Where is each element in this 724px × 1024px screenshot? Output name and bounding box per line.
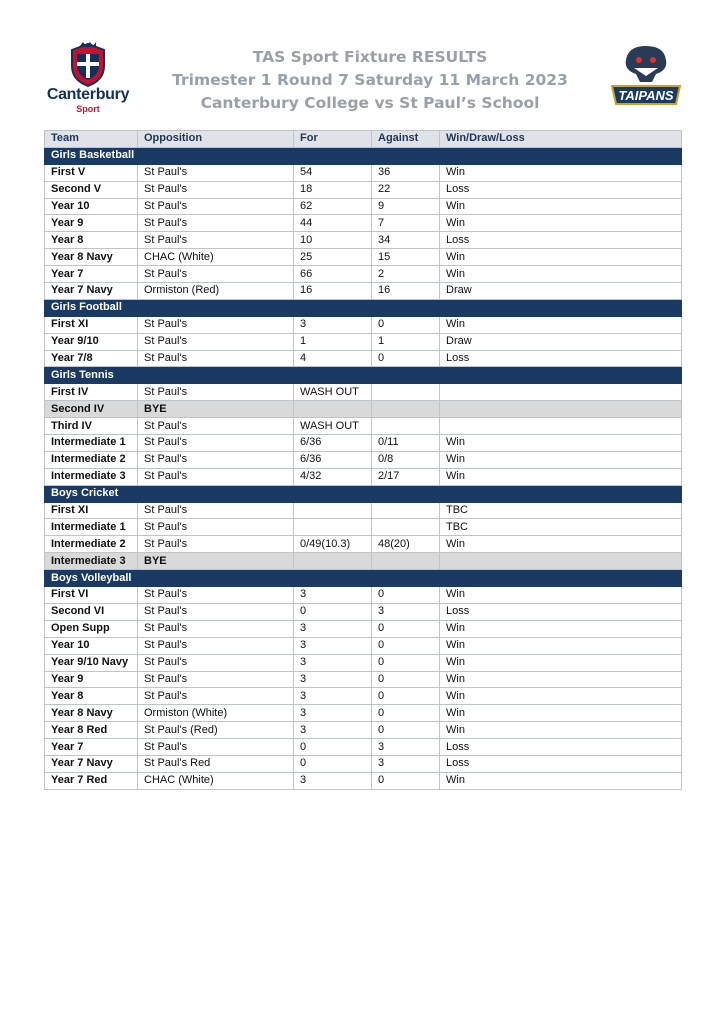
against-cell: 36	[372, 164, 440, 181]
for-cell: 25	[294, 249, 372, 266]
table-row	[45, 401, 682, 418]
against-cell: 1	[372, 333, 440, 350]
team-cell: Third IV	[45, 418, 138, 435]
team-cell: Year 10	[45, 637, 138, 654]
section-title: Girls Football	[45, 299, 682, 316]
team-cell: Year 8 Red	[45, 722, 138, 739]
taipans-logo-text: TAIPANS	[618, 88, 674, 103]
against-cell	[372, 519, 440, 536]
opposition-cell: Ormiston (Red)	[138, 283, 294, 300]
team-cell: Second IV	[45, 401, 138, 418]
team-cell: Year 9	[45, 671, 138, 688]
result-cell: Win	[440, 688, 682, 705]
against-cell	[372, 502, 440, 519]
against-cell: 0	[372, 587, 440, 604]
against-cell: 48(20)	[372, 536, 440, 553]
opposition-cell: St Paul's	[138, 603, 294, 620]
section-row	[45, 570, 682, 587]
table-row	[45, 350, 682, 367]
team-cell: Intermediate 1	[45, 435, 138, 452]
table-row	[45, 637, 682, 654]
team-cell: Year 8	[45, 688, 138, 705]
for-cell: 54	[294, 164, 372, 181]
table-row	[45, 722, 682, 739]
logo-wordmark: Canterbury	[46, 86, 130, 103]
against-cell	[372, 384, 440, 401]
for-cell: 1	[294, 333, 372, 350]
team-cell: Intermediate 2	[45, 536, 138, 553]
for-cell: 0/49(10.3)	[294, 536, 372, 553]
for-cell	[294, 401, 372, 418]
opposition-cell: CHAC (White)	[138, 772, 294, 789]
result-cell: Win	[440, 772, 682, 789]
opposition-cell: St Paul's	[138, 418, 294, 435]
for-cell: 3	[294, 587, 372, 604]
table-header-row	[45, 131, 682, 148]
opposition-cell: St Paul's	[138, 688, 294, 705]
team-cell: First V	[45, 164, 138, 181]
table-row	[45, 435, 682, 452]
for-cell: 3	[294, 772, 372, 789]
table-row	[45, 705, 682, 722]
for-cell: 3	[294, 316, 372, 333]
opposition-cell: CHAC (White)	[138, 249, 294, 266]
for-cell: 4/32	[294, 468, 372, 485]
canterbury-sport-logo	[42, 42, 134, 118]
against-cell: 0	[372, 688, 440, 705]
team-cell: First XI	[45, 502, 138, 519]
opposition-cell: St Paul's	[138, 232, 294, 249]
table-row	[45, 164, 682, 181]
result-cell: Loss	[440, 755, 682, 772]
against-cell: 0/11	[372, 435, 440, 452]
team-cell: Second VI	[45, 603, 138, 620]
team-cell: Year 9	[45, 215, 138, 232]
for-cell: 16	[294, 283, 372, 300]
team-cell: Year 7 Navy	[45, 755, 138, 772]
table-row	[45, 451, 682, 468]
result-cell: Loss	[440, 181, 682, 198]
team-cell: Intermediate 3	[45, 553, 138, 570]
for-cell	[294, 519, 372, 536]
title-line-2: Trimester 1 Round 7 Saturday 11 March 2023	[172, 71, 568, 89]
opposition-cell: BYE	[138, 553, 294, 570]
result-cell: Win	[440, 164, 682, 181]
opposition-cell: St Paul's	[138, 435, 294, 452]
team-cell: Second V	[45, 181, 138, 198]
opposition-cell: St Paul's	[138, 739, 294, 756]
opposition-cell: St Paul's	[138, 468, 294, 485]
table-row	[45, 688, 682, 705]
table-row	[45, 519, 682, 536]
crest-icon	[68, 42, 108, 88]
for-cell: 6/36	[294, 435, 372, 452]
results-table	[44, 130, 682, 790]
col-header-against: Against	[372, 131, 440, 148]
for-cell	[294, 502, 372, 519]
table-row	[45, 654, 682, 671]
result-cell: Win	[440, 435, 682, 452]
opposition-cell: St Paul's (Red)	[138, 722, 294, 739]
result-cell	[440, 418, 682, 435]
title-line-1: TAS Sport Fixture RESULTS	[252, 48, 488, 66]
table-row	[45, 266, 682, 283]
table-row	[45, 283, 682, 300]
against-cell: 3	[372, 739, 440, 756]
opposition-cell: Ormiston (White)	[138, 705, 294, 722]
for-cell: 0	[294, 739, 372, 756]
opposition-cell: St Paul's	[138, 198, 294, 215]
for-cell: 3	[294, 637, 372, 654]
against-cell: 9	[372, 198, 440, 215]
opposition-cell: St Paul's	[138, 451, 294, 468]
table-row	[45, 587, 682, 604]
against-cell	[372, 418, 440, 435]
team-cell: Year 8 Navy	[45, 249, 138, 266]
title-line-3: Canterbury College vs St Paul’s School	[200, 94, 540, 112]
against-cell: 3	[372, 603, 440, 620]
against-cell: 16	[372, 283, 440, 300]
for-cell: WASH OUT	[294, 418, 372, 435]
team-cell: Intermediate 1	[45, 519, 138, 536]
against-cell: 0	[372, 722, 440, 739]
team-cell: Year 7/8	[45, 350, 138, 367]
against-cell: 0/8	[372, 451, 440, 468]
section-row	[45, 367, 682, 384]
col-header-team: Team	[45, 131, 138, 148]
against-cell: 0	[372, 620, 440, 637]
for-cell: WASH OUT	[294, 384, 372, 401]
result-cell: Draw	[440, 283, 682, 300]
for-cell	[294, 553, 372, 570]
table-row	[45, 739, 682, 756]
logo-subtitle: Sport	[76, 104, 100, 114]
team-cell: Year 8 Navy	[45, 705, 138, 722]
result-cell: TBC	[440, 502, 682, 519]
table-row	[45, 333, 682, 350]
result-cell: TBC	[440, 519, 682, 536]
against-cell	[372, 553, 440, 570]
for-cell: 3	[294, 722, 372, 739]
team-cell: Year 7 Red	[45, 772, 138, 789]
table-row	[45, 536, 682, 553]
against-cell: 0	[372, 671, 440, 688]
table-row	[45, 620, 682, 637]
team-cell: Intermediate 3	[45, 468, 138, 485]
for-cell: 3	[294, 688, 372, 705]
opposition-cell: St Paul's	[138, 519, 294, 536]
opposition-cell: St Paul's	[138, 266, 294, 283]
for-cell: 44	[294, 215, 372, 232]
opposition-cell: St Paul's	[138, 587, 294, 604]
opposition-cell: St Paul's	[138, 384, 294, 401]
result-cell: Win	[440, 620, 682, 637]
title-block	[150, 46, 590, 115]
result-cell: Win	[440, 722, 682, 739]
results-body	[45, 147, 682, 789]
opposition-cell: St Paul's	[138, 654, 294, 671]
team-cell: Year 7	[45, 739, 138, 756]
table-row	[45, 384, 682, 401]
result-cell: Win	[440, 536, 682, 553]
for-cell: 4	[294, 350, 372, 367]
col-header-for: For	[294, 131, 372, 148]
team-cell: First XI	[45, 316, 138, 333]
against-cell: 0	[372, 637, 440, 654]
against-cell: 0	[372, 705, 440, 722]
result-cell	[440, 384, 682, 401]
table-row	[45, 553, 682, 570]
table-row	[45, 232, 682, 249]
against-cell: 0	[372, 654, 440, 671]
section-row	[45, 299, 682, 316]
team-cell: First VI	[45, 587, 138, 604]
table-row	[45, 249, 682, 266]
result-cell: Win	[440, 654, 682, 671]
for-cell: 6/36	[294, 451, 372, 468]
opposition-cell: St Paul's	[138, 181, 294, 198]
for-cell: 3	[294, 671, 372, 688]
result-cell: Win	[440, 451, 682, 468]
opposition-cell: BYE	[138, 401, 294, 418]
result-cell: Win	[440, 266, 682, 283]
section-title: Girls Tennis	[45, 367, 682, 384]
against-cell: 15	[372, 249, 440, 266]
against-cell: 34	[372, 232, 440, 249]
table-row	[45, 755, 682, 772]
opposition-cell: St Paul's	[138, 502, 294, 519]
section-title: Boys Cricket	[45, 485, 682, 502]
for-cell: 0	[294, 603, 372, 620]
team-cell: Year 9/10	[45, 333, 138, 350]
result-cell: Loss	[440, 350, 682, 367]
opposition-cell: St Paul's	[138, 164, 294, 181]
table-row	[45, 198, 682, 215]
opposition-cell: St Paul's	[138, 536, 294, 553]
table-row	[45, 502, 682, 519]
result-cell: Loss	[440, 739, 682, 756]
result-cell: Win	[440, 468, 682, 485]
section-title: Boys Volleyball	[45, 570, 682, 587]
opposition-cell: St Paul's	[138, 316, 294, 333]
result-cell	[440, 401, 682, 418]
table-row	[45, 316, 682, 333]
section-row	[45, 485, 682, 502]
team-cell: Year 7 Navy	[45, 283, 138, 300]
team-cell: Year 10	[45, 198, 138, 215]
result-cell: Win	[440, 316, 682, 333]
section-title: Girls Basketball	[45, 147, 682, 164]
against-cell: 2/17	[372, 468, 440, 485]
against-cell: 0	[372, 772, 440, 789]
table-row	[45, 418, 682, 435]
taipans-logo-icon	[606, 42, 686, 112]
result-cell: Win	[440, 249, 682, 266]
team-cell: First IV	[45, 384, 138, 401]
for-cell: 3	[294, 620, 372, 637]
against-cell: 0	[372, 350, 440, 367]
against-cell: 0	[372, 316, 440, 333]
result-cell: Win	[440, 705, 682, 722]
against-cell: 2	[372, 266, 440, 283]
table-row	[45, 772, 682, 789]
result-cell: Win	[440, 198, 682, 215]
col-header-result: Win/Draw/Loss	[440, 131, 682, 148]
opposition-cell: St Paul's Red	[138, 755, 294, 772]
team-cell: Year 9/10 Navy	[45, 654, 138, 671]
opposition-cell: St Paul's	[138, 637, 294, 654]
opposition-cell: St Paul's	[138, 215, 294, 232]
for-cell: 0	[294, 755, 372, 772]
result-cell: Win	[440, 671, 682, 688]
for-cell: 10	[294, 232, 372, 249]
against-cell: 22	[372, 181, 440, 198]
against-cell: 3	[372, 755, 440, 772]
result-cell: Loss	[440, 232, 682, 249]
for-cell: 66	[294, 266, 372, 283]
team-cell: Intermediate 2	[45, 451, 138, 468]
team-cell: Year 8	[45, 232, 138, 249]
opposition-cell: St Paul's	[138, 620, 294, 637]
for-cell: 3	[294, 705, 372, 722]
for-cell: 18	[294, 181, 372, 198]
table-row	[45, 603, 682, 620]
result-cell	[440, 553, 682, 570]
result-cell: Draw	[440, 333, 682, 350]
against-cell	[372, 401, 440, 418]
opposition-cell: St Paul's	[138, 333, 294, 350]
table-row	[45, 215, 682, 232]
section-row	[45, 147, 682, 164]
result-cell: Win	[440, 637, 682, 654]
result-cell: Win	[440, 215, 682, 232]
col-header-opposition: Opposition	[138, 131, 294, 148]
against-cell: 7	[372, 215, 440, 232]
table-row	[45, 671, 682, 688]
opposition-cell: St Paul's	[138, 350, 294, 367]
result-cell: Win	[440, 587, 682, 604]
page-header	[0, 0, 724, 128]
opposition-cell: St Paul's	[138, 671, 294, 688]
table-row	[45, 181, 682, 198]
for-cell: 3	[294, 654, 372, 671]
result-cell: Loss	[440, 603, 682, 620]
table-row	[45, 468, 682, 485]
for-cell: 62	[294, 198, 372, 215]
team-cell: Open Supp	[45, 620, 138, 637]
team-cell: Year 7	[45, 266, 138, 283]
